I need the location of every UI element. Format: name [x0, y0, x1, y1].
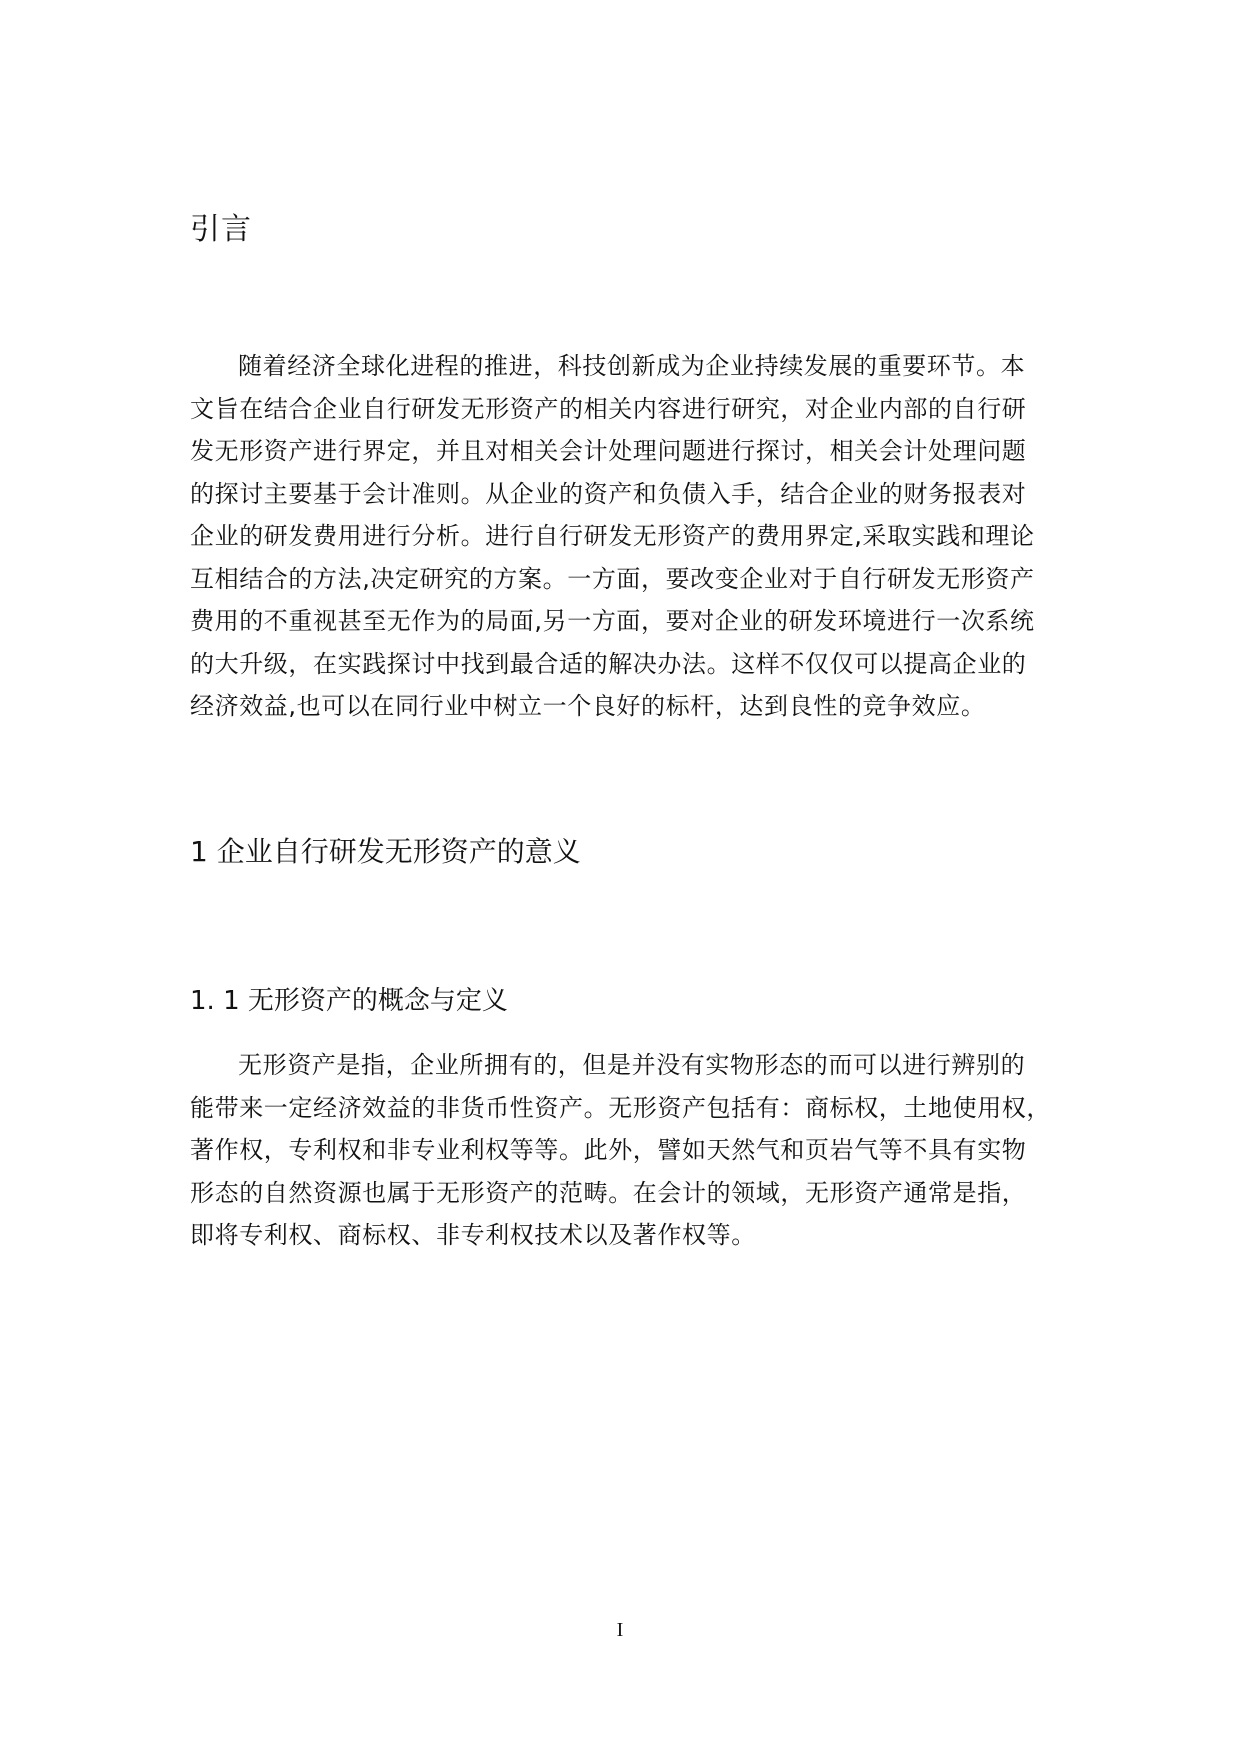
paragraph-line: 的大升级，在实践探讨中找到最合适的解决办法。这样不仅仅可以提高企业的 [190, 649, 1027, 678]
paragraph-line: 形态的自然资源也属于无形资产的范畴。在会计的领域，无形资产通常是指， [190, 1178, 1027, 1207]
paragraph-line: 发无形资产进行界定，并且对相关会计处理问题进行探讨，相关会计处理问题 [190, 437, 1027, 465]
paragraph-line: 经济效益,也可以在同行业中树立一个良好的标杆，达到良性的竞争效应。 [190, 692, 986, 720]
paragraph-line: 文旨在结合企业自行研发无形资产的相关内容进行研究，对企业内部的自行研 [190, 394, 1027, 423]
paragraph-line: 即将专利权、商标权、非专利权技术以及著作权等。 [190, 1221, 756, 1249]
page-number: I [616, 1619, 624, 1641]
paragraph-line: 能带来一定经济效益的非货币性资产。无形资产包括有：商标权，土地使用权， [190, 1093, 1051, 1122]
heading-introduction: 引言 [190, 212, 252, 247]
intro-paragraph [190, 345, 1050, 728]
heading-section-1-1: 1. 1 无形资产的概念与定义 [190, 986, 508, 1016]
paragraph-line: 企业的研发费用进行分析。进行自行研发无形资产的费用界定,采取实践和理论 [190, 522, 1035, 550]
heading-section-1: 1 企业自行研发无形资产的意义 [190, 835, 581, 868]
paragraph-line: 著作权，专利权和非专业利权等等。此外，譬如天然气和页岩气等不具有实物 [190, 1136, 1027, 1164]
paragraph-line: 的探讨主要基于会计准则。从企业的资产和负债入手，结合企业的财务报表对 [190, 479, 1027, 508]
section-1-1-paragraph [190, 1044, 1050, 1257]
paragraph-line: 互相结合的方法,决定研究的方案。一方面，要改变企业对于自行研发无形资产 [190, 564, 1035, 593]
paragraph-line: 随着经济全球化进程的推进，科技创新成为企业持续发展的重要环节。本 [238, 352, 1026, 380]
paragraph-line: 费用的不重视甚至无作为的局面,另一方面，要对企业的研发环境进行一次系统 [190, 607, 1035, 635]
paragraph-line: 无形资产是指，企业所拥有的，但是并没有实物形态的而可以进行辨别的 [238, 1051, 1026, 1079]
